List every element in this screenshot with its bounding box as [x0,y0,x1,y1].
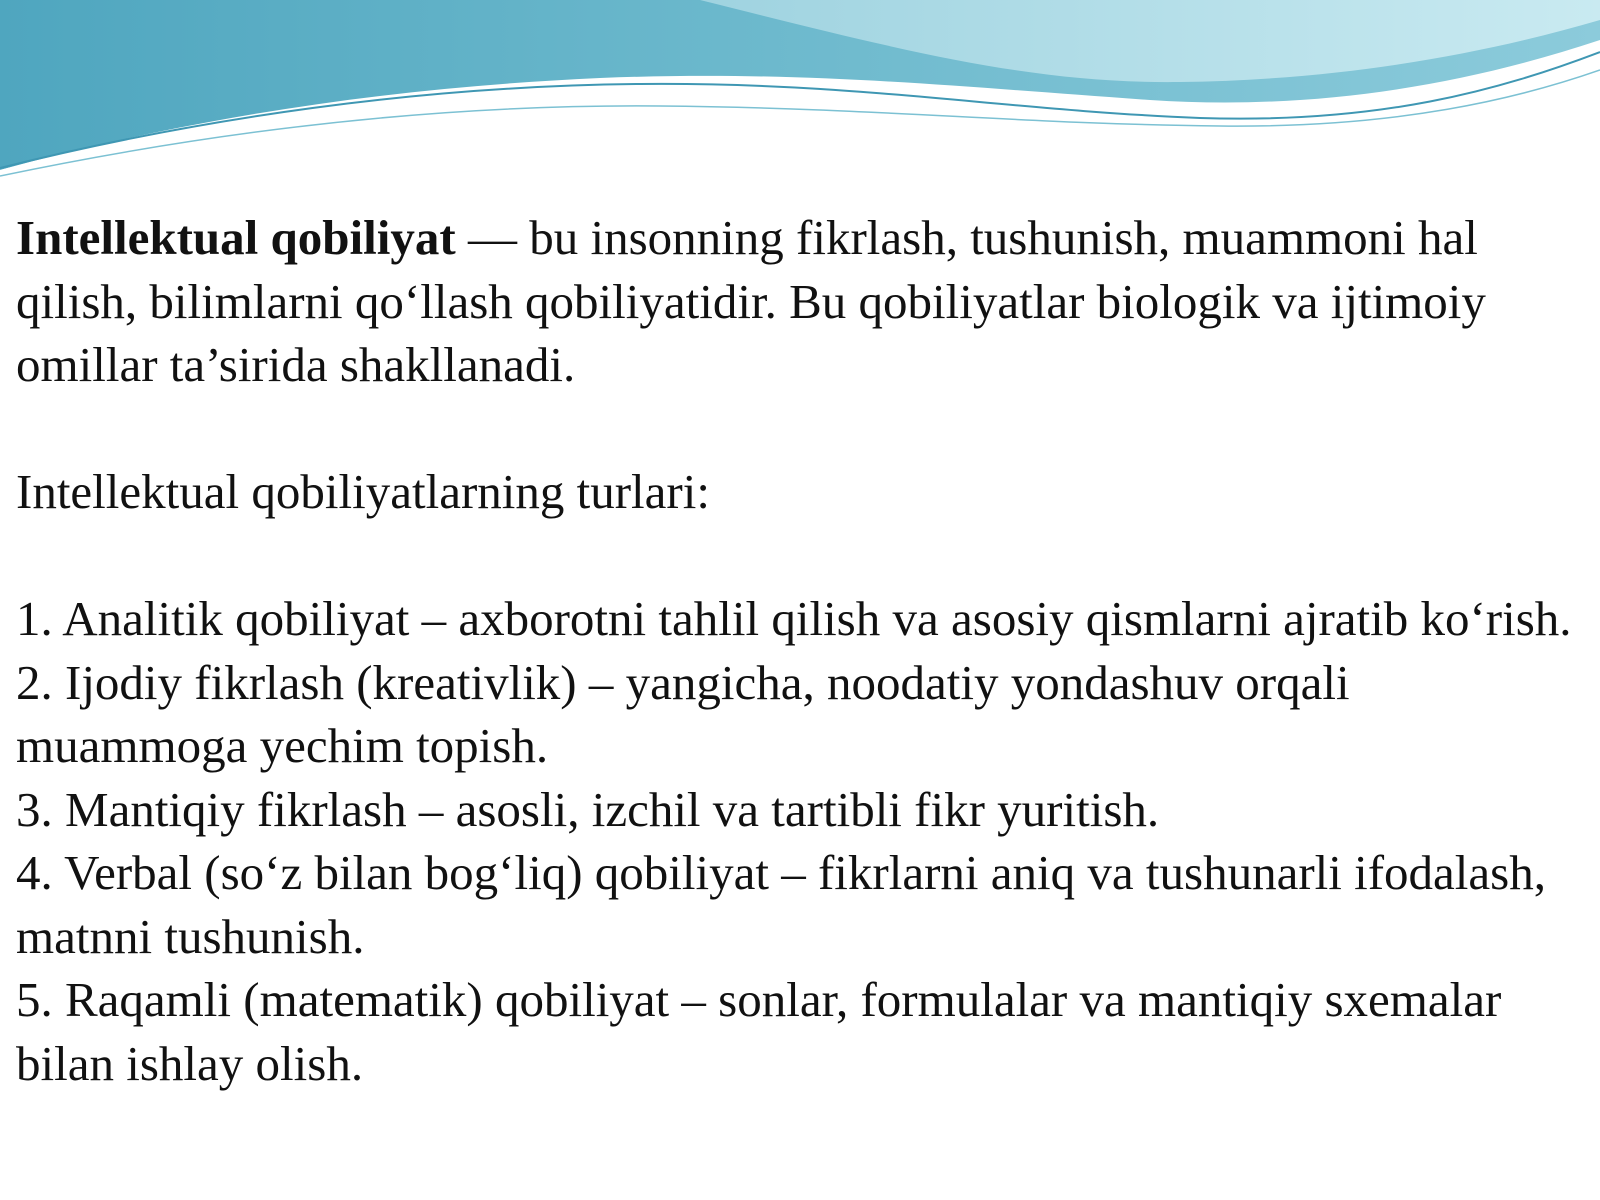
types-heading: Intellektual qobiliyatlarning turlari: [16,464,710,519]
definition-term: Intellektual qobiliyat [16,210,456,265]
slide-body [16,206,1576,1095]
definition-text: — bu insonning fikrlash, tushunish, muammoni hal qilish, bilimlarni qo‘llash qobiliyatidir. Bu qobiliyatlar biologik va ijtimoiy omillar ta’sirida shakllanadi. [16,210,1486,392]
type-item-3: 3. Mantiqiy fikrlash – asosli, izchil va tartibli fikr yuritish. [16,781,1160,837]
header-wave-decoration [0,0,1600,200]
type-item-5: 5. Raqamli (matematik) qobiliyat – sonlar, formulalar va mantiqiy sxemalar bilan ishlay olish. [16,972,1502,1091]
type-item-2: 2. Ijodiy fikrlash (kreativlik) – yangicha, noodatiy yondashuv orqali muammoga yechim topish. [16,654,1350,773]
definition-paragraph [16,206,1576,397]
type-item-1: 1. Analitik qobiliyat – axborotni tahlil qilish va asosiy qismlarni ajratib ko‘rish. [16,591,1572,646]
type-item-4: 4. Verbal (so‘z bilan bog‘liq) qobiliyat – fikrlarni aniq va tushunarli ifodalash, matnni tushunish. [16,845,1546,964]
